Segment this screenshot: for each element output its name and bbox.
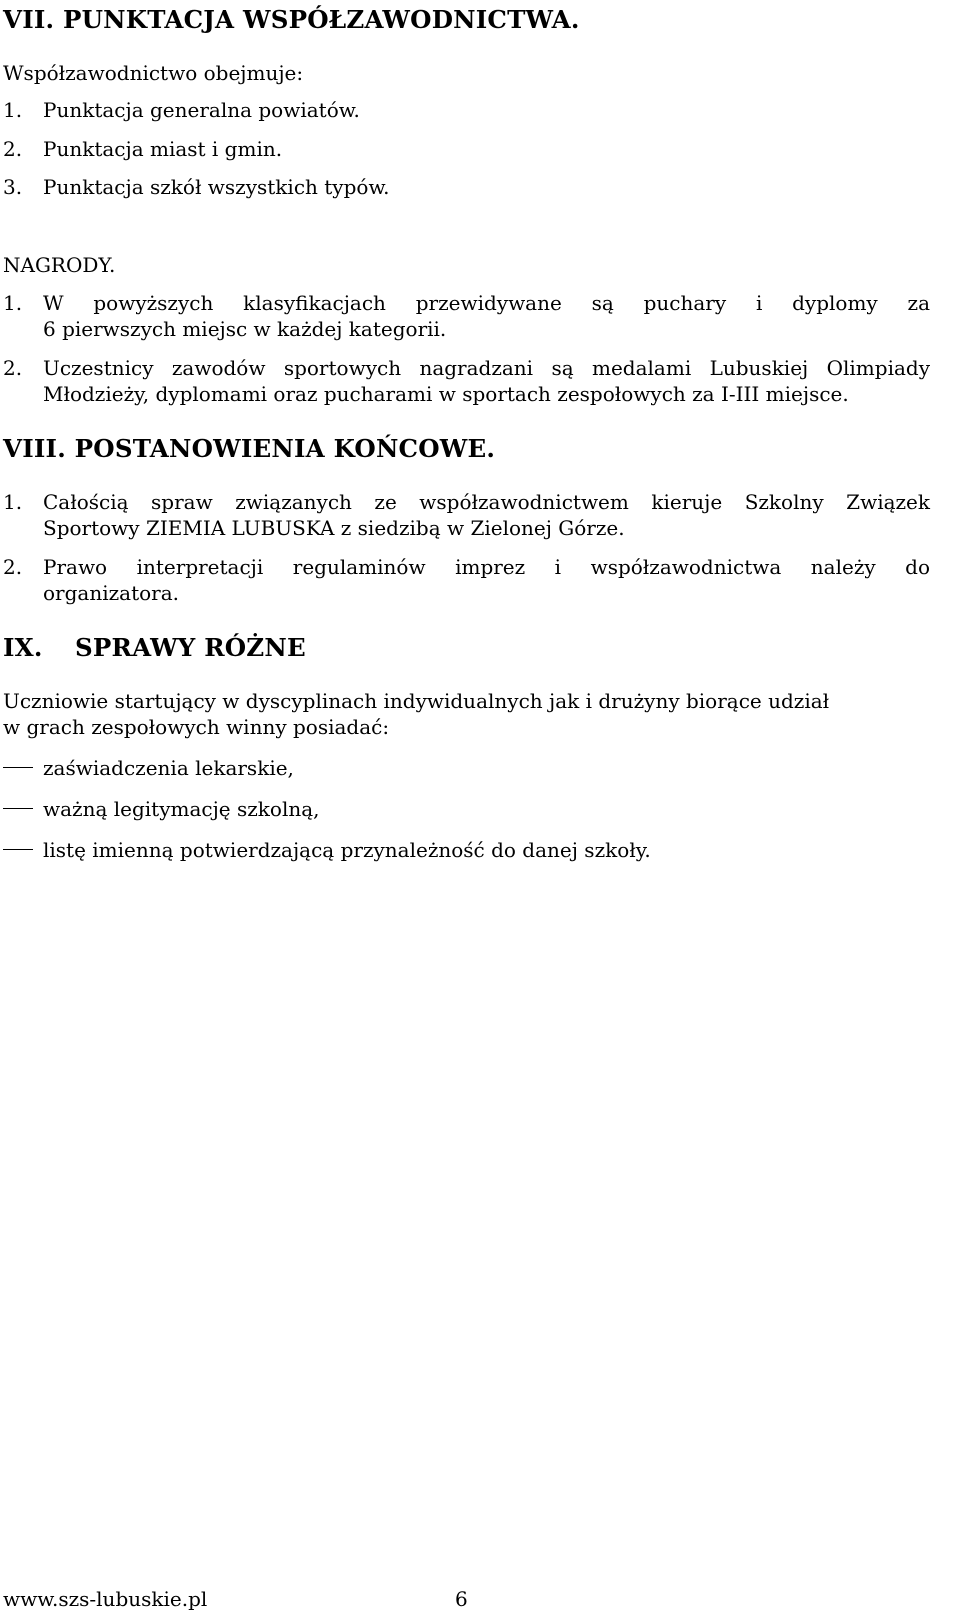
section-9-heading-number: IX. <box>3 633 43 662</box>
section-8-heading: VIII. POSTANOWIENIA KOŃCOWE. <box>3 434 496 463</box>
list-item-line: organizatora. <box>43 581 179 605</box>
list-item-number: 2. <box>3 555 23 579</box>
bullet-item: zaświadczenia lekarskie, <box>43 756 294 780</box>
dash-bullet-icon <box>3 808 33 809</box>
list-item: Punktacja generalna powiatów. <box>43 98 360 122</box>
list-item-line: Uczestnicy zawodów sportowych nagradzani są medalami Lubuskiej Olimpiady <box>43 356 930 380</box>
list-item-number: 3. <box>3 175 23 199</box>
paragraph-line: w grach zespołowych winny posiadać: <box>3 715 390 739</box>
list-item: Punktacja szkół wszystkich typów. <box>43 175 390 199</box>
bullet-item: listę imienną potwierdzającą przynależność do danej szkoły. <box>43 838 651 862</box>
section-7-intro: Współzawodnictwo obejmuje: <box>3 61 304 85</box>
paragraph-line: Uczniowie startujący w dyscyplinach indywidualnych jak i drużyny biorące udział <box>3 689 830 713</box>
list-item-number: 2. <box>3 137 23 161</box>
list-item-line: Całością spraw związanych ze współzawodnictwem kieruje Szkolny Związek <box>43 490 930 514</box>
list-item-number: 1. <box>3 291 23 315</box>
list-item-line: W powyższych klasyfikacjach przewidywane są puchary i dyplomy za <box>43 291 930 315</box>
dash-bullet-icon <box>3 767 33 768</box>
list-item-number: 1. <box>3 490 23 514</box>
footer-website: www.szs-lubuskie.pl <box>3 1587 208 1611</box>
dash-bullet-icon <box>3 849 33 850</box>
section-7-heading: VII. PUNKTACJA WSPÓŁZAWODNICTWA. <box>3 5 580 34</box>
list-item-number: 1. <box>3 98 23 122</box>
awards-heading: NAGRODY. <box>3 253 116 277</box>
footer-page-number: 6 <box>455 1587 468 1611</box>
list-item: Punktacja miast i gmin. <box>43 137 283 161</box>
list-item-number: 2. <box>3 356 23 380</box>
section-9-heading: SPRAWY RÓŻNE <box>75 633 306 662</box>
list-item-line: Młodzieży, dyplomami oraz pucharami w sportach zespołowych za I-III miejsce. <box>43 382 849 406</box>
list-item-line: 6 pierwszych miejsc w każdej kategorii. <box>43 317 447 341</box>
bullet-item: ważną legitymację szkolną, <box>43 797 320 821</box>
list-item-line: Sportowy ZIEMIA LUBUSKA z siedzibą w Zielonej Górze. <box>43 516 625 540</box>
list-item-line: Prawo interpretacji regulaminów imprez i współzawodnictwa należy do <box>43 555 930 579</box>
